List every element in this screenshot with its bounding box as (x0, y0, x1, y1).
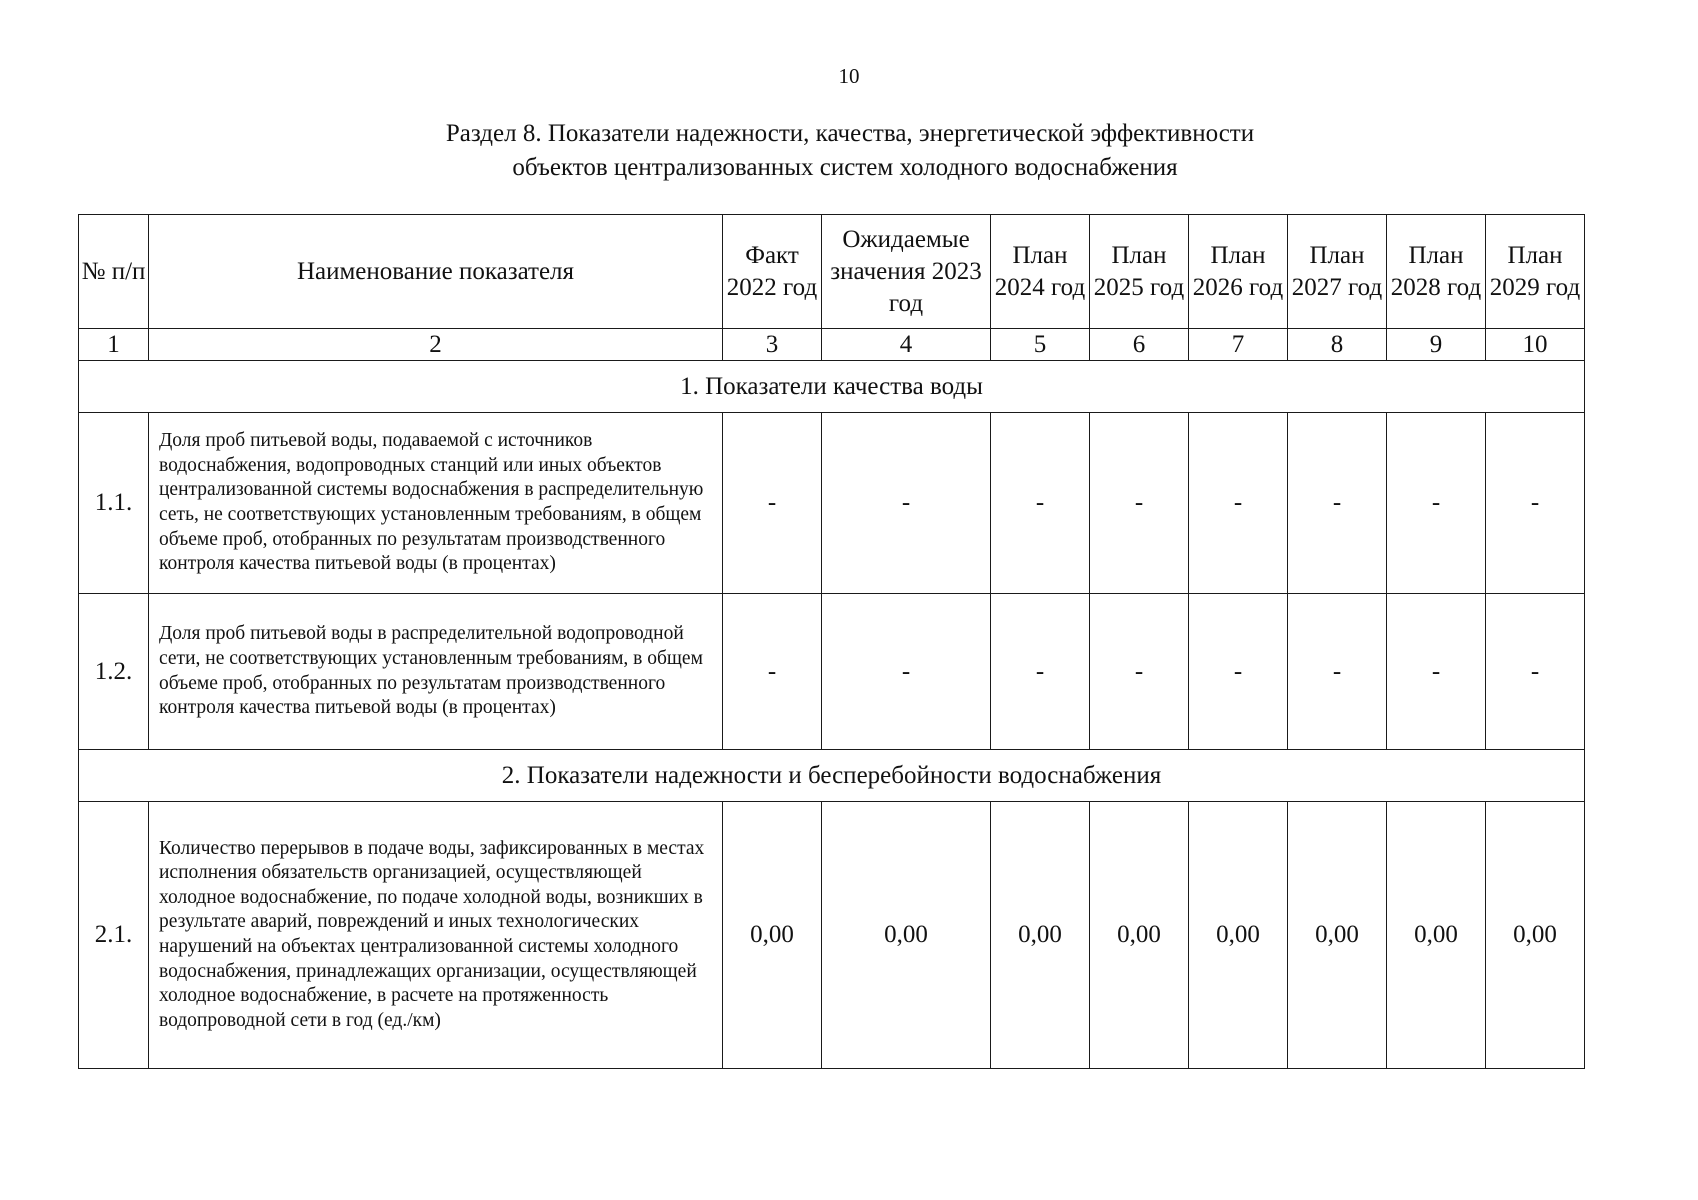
indicators-table (78, 214, 1585, 1069)
header-name: Наименование показателя (149, 215, 723, 329)
value-cell: - (991, 413, 1090, 594)
indicator-name: Доля проб питьевой воды, подаваемой с источников водоснабжения, водопроводных станций или иных объектов централизованной системы водоснабжения в распределительную сеть, не соответствующих установленным требованиям, в общем объеме проб, отобранных по результатам производственного контроля качества питьевой воды (в процентах) (149, 413, 723, 594)
value-cell: - (1090, 594, 1189, 750)
value-cell: - (723, 594, 822, 750)
header-num: № п/п (79, 215, 149, 329)
value-cell: 0,00 (1090, 802, 1189, 1069)
column-number: 1 (79, 329, 149, 361)
value-cell: 0,00 (822, 802, 991, 1069)
column-numbers-row (79, 329, 1585, 361)
value-cell: 0,00 (991, 802, 1090, 1069)
section-row (79, 750, 1585, 802)
value-cell: - (991, 594, 1090, 750)
header-plan-2028: План 2028 год (1387, 215, 1486, 329)
header-fact: Факт 2022 год (723, 215, 822, 329)
column-number: 2 (149, 329, 723, 361)
value-cell: - (822, 413, 991, 594)
row-number: 1.2. (79, 594, 149, 750)
column-number: 9 (1387, 329, 1486, 361)
table-row (79, 594, 1585, 750)
column-number: 6 (1090, 329, 1189, 361)
header-expected: Ожидаемые значения 2023 год (822, 215, 991, 329)
header-plan-2029: План 2029 год (1486, 215, 1585, 329)
heading-line-1: Раздел 8. Показатели надежности, качества, энергетической эффективности (445, 120, 1255, 147)
header-plan-2026: План 2026 год (1189, 215, 1288, 329)
value-cell: 0,00 (1189, 802, 1288, 1069)
value-cell: - (1189, 594, 1288, 750)
column-number: 5 (991, 329, 1090, 361)
section-heading (300, 117, 1400, 185)
column-number: 7 (1189, 329, 1288, 361)
value-cell: - (822, 594, 991, 750)
value-cell: - (1387, 594, 1486, 750)
column-number: 3 (723, 329, 822, 361)
value-cell: - (1288, 413, 1387, 594)
section-title: 2. Показатели надежности и бесперебойности водоснабжения (79, 750, 1585, 802)
column-number: 10 (1486, 329, 1585, 361)
page-number: 10 (838, 64, 860, 88)
table-header-row (79, 215, 1585, 329)
column-number: 4 (822, 329, 991, 361)
section-row (79, 361, 1585, 413)
value-cell: 0,00 (1486, 802, 1585, 1069)
value-cell: 0,00 (1387, 802, 1486, 1069)
row-number: 2.1. (79, 802, 149, 1069)
table-row (79, 802, 1585, 1069)
header-plan-2024: План 2024 год (991, 215, 1090, 329)
value-cell: - (1486, 413, 1585, 594)
value-cell: - (723, 413, 822, 594)
indicator-name: Количество перерывов в подаче воды, зафиксированных в местах исполнения обязательств организацией, осуществляющей холодное водоснабжение, по подаче холодной воды, возникших в результате аварий, повреждений и иных технологических нарушений на объектах централизованной системы холодного водоснабжения, принадлежащих организации, осуществляющей холодное водоснабжение, в расчете на протяженность водопроводной сети в год (ед./км) (149, 802, 723, 1069)
value-cell: - (1387, 413, 1486, 594)
header-plan-2027: План 2027 год (1288, 215, 1387, 329)
value-cell: - (1189, 413, 1288, 594)
value-cell: 0,00 (723, 802, 822, 1069)
indicator-name: Доля проб питьевой воды в распределительной водопроводной сети, не соответствующих установленным требованиям, в общем объеме проб, отобранных по результатам производственного контроля качества питьевой воды (в процентах) (149, 594, 723, 750)
value-cell: - (1090, 413, 1189, 594)
section-title: 1. Показатели качества воды (79, 361, 1585, 413)
column-number: 8 (1288, 329, 1387, 361)
row-number: 1.1. (79, 413, 149, 594)
heading-line-2: объектов централизованных систем холодного водоснабжения (512, 154, 1178, 181)
table-row (79, 413, 1585, 594)
value-cell: - (1288, 594, 1387, 750)
value-cell: - (1486, 594, 1585, 750)
value-cell: 0,00 (1288, 802, 1387, 1069)
header-plan-2025: План 2025 год (1090, 215, 1189, 329)
